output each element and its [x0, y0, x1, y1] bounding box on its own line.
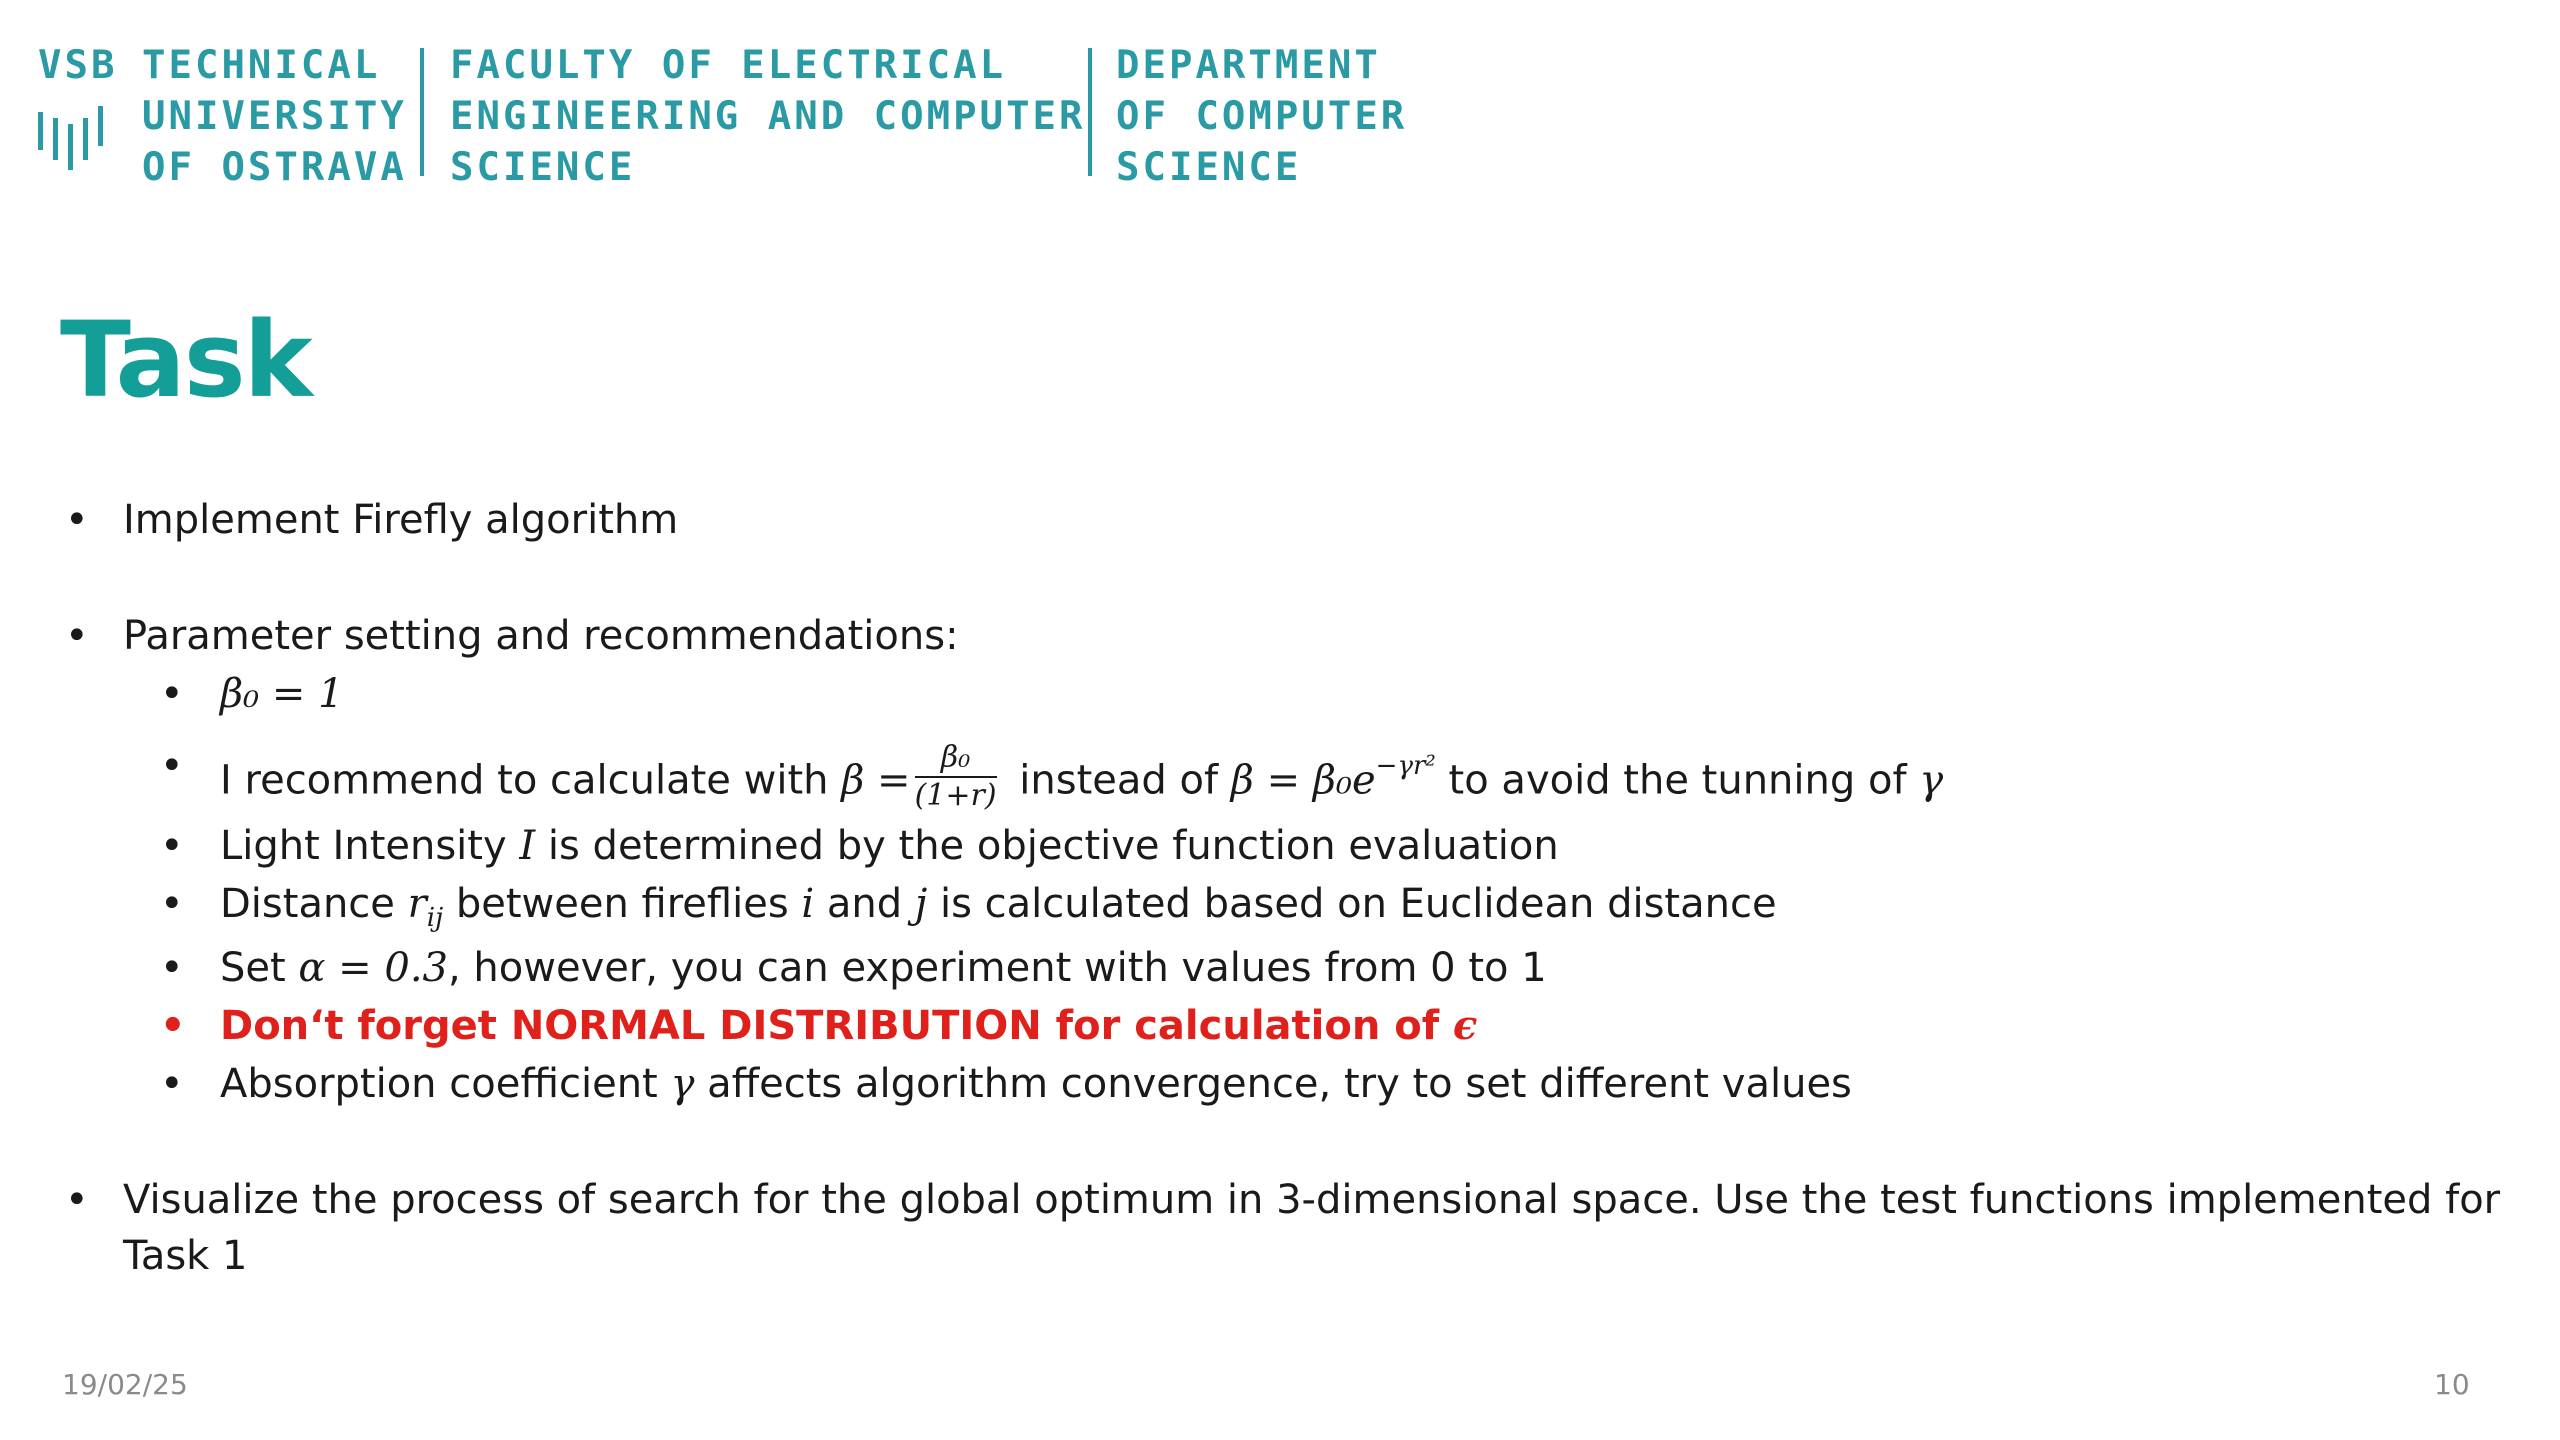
- university-name: TECHNICAL UNIVERSITY OF OSTRAVA: [142, 43, 407, 190]
- department-name: DEPARTMENT OF COMPUTER SCIENCE: [1116, 43, 1408, 190]
- bullet-visualize: • Visualize the process of search for the global optimum in 3-dimensional space. Use the test functions implemented for Task 1: [123, 1172, 2500, 1284]
- sub-bullet-beta-formula: • I recommend to calculate with β = $\frac{\text{β₀}}{(1+r)}$ instead of $\beta = \beta_0e^{-\gamma r^2}$ to avoid the tunning of γ: [160, 739, 1944, 813]
- sub-bullet-distance: • Distance $r_{ij}$ between fireflies i and j is calculated based on Euclidean distance: [220, 876, 1777, 946]
- sub-bullet-beta0: [160, 666, 344, 722]
- bullet-dot: •: [65, 613, 89, 659]
- sub-bullet-absorption: • Absorption coefficient γ affects algorithm convergence, try to set different values: [220, 1056, 1852, 1112]
- header-divider: [420, 48, 424, 176]
- bullet-dot: •: [160, 743, 184, 789]
- formula-beta0: β₀ = 1: [220, 671, 344, 717]
- sub-bullet-normal-distribution-warning: • Don‘t forget NORMAL DISTRIBUTION for calculation of ϵ: [220, 998, 1477, 1054]
- slide-date: 19/02/25: [62, 1368, 188, 1401]
- bullet-dot: •: [160, 823, 184, 869]
- bullet-dot: •: [65, 497, 89, 543]
- bullet-dot: •: [160, 881, 184, 927]
- header-divider: [1088, 48, 1092, 176]
- bullet-dot: •: [160, 945, 184, 991]
- formula-exponential: β = β₀e: [1230, 757, 1376, 804]
- vsb-logo-icon: [38, 98, 118, 188]
- bullet-dot: •: [160, 671, 184, 717]
- bullet-dot: •: [160, 1061, 184, 1107]
- bullet-parameters: • Parameter setting and recommendations:: [123, 608, 959, 664]
- bullet-implement: • Implement Firefly algorithm: [123, 492, 678, 548]
- faculty-name: FACULTY OF ELECTRICAL ENGINEERING AND COMPUTER SCIENCE: [450, 43, 1086, 190]
- formula-fraction: $\frac{\text{β₀}}{(1+r)}$: [914, 739, 997, 813]
- bullet-dot: •: [160, 1003, 186, 1049]
- university-abbr: VSB: [38, 43, 118, 88]
- slide-number: 10: [2434, 1368, 2470, 1401]
- sub-bullet-alpha: • Set α = 0.3, however, you can experiment with values from 0 to 1: [220, 940, 1547, 996]
- formula-alpha: α = 0.3: [298, 945, 448, 991]
- sub-bullet-light-intensity: • Light Intensity I is determined by the objective function evaluation: [220, 818, 1559, 874]
- bullet-dot: •: [65, 1177, 89, 1223]
- slide-title: Task: [60, 299, 311, 421]
